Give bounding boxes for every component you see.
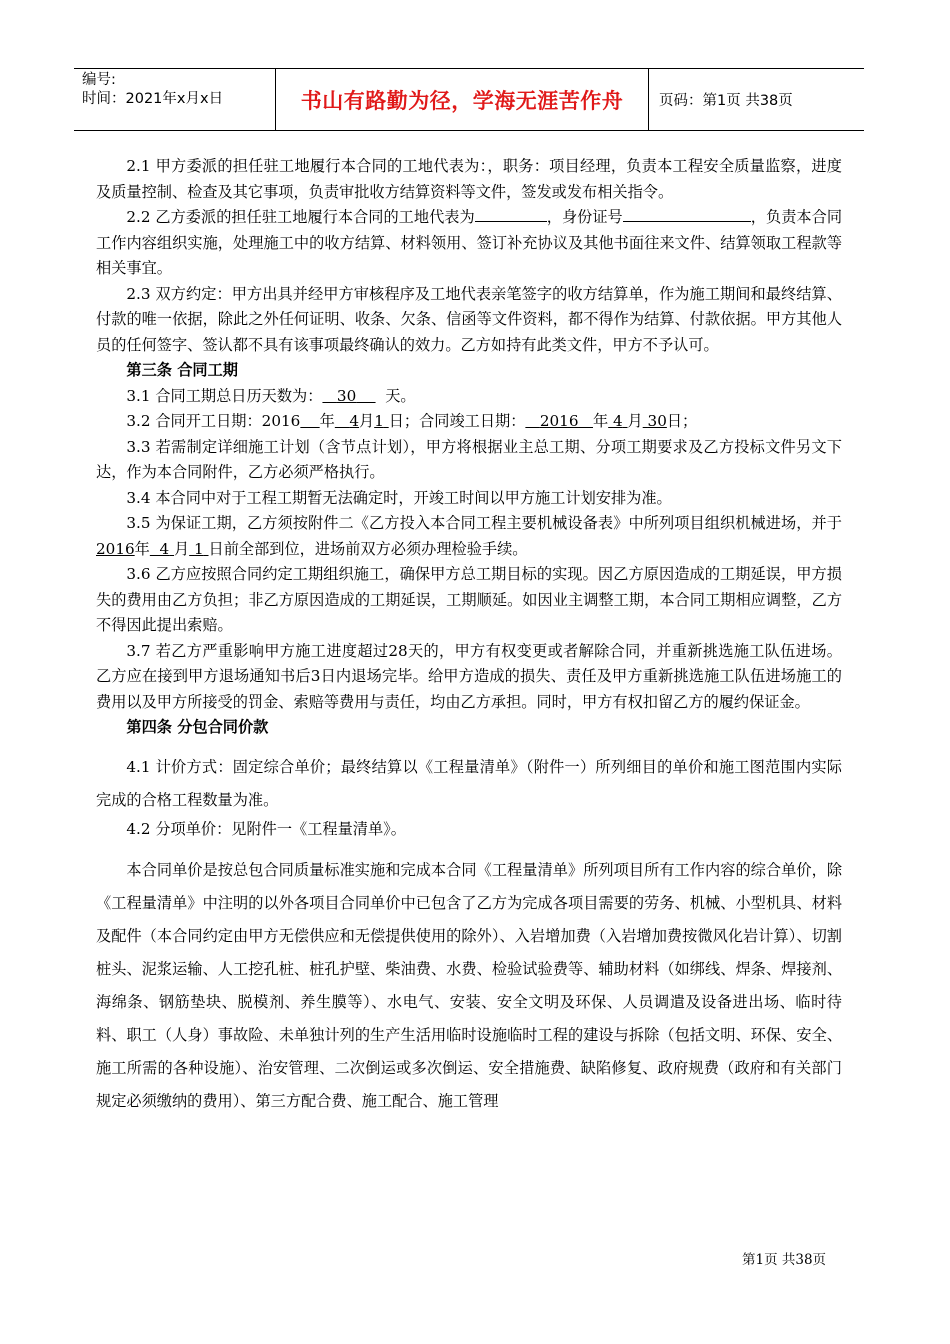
end-year-sep: 年 [593, 412, 609, 430]
clause-3-5-text-a: 3.5 为保证工期，乙方须按附件二《乙方投入本合同工程主要机械设备表》中所列项目组织机械进场，并于 [126, 514, 842, 532]
start-month-value: 4 [349, 412, 359, 430]
start-year-sep: 年 [319, 412, 335, 430]
clause-2-2-text-b: ，身份证号 [546, 208, 623, 226]
clause-2-2-text-a: 2.2 乙方委派的担任驻工地履行本合同的工地代表为 [126, 208, 475, 226]
header-page-number: 页码：第1页 共38页 [659, 93, 793, 109]
representative-name-blank [475, 207, 547, 222]
start-day-value: 1 [374, 412, 384, 430]
equipment-month [150, 540, 174, 558]
article-4-heading: 第四条 分包合同价款 [126, 718, 269, 736]
start-month [335, 412, 359, 430]
equipment-year-sep: 年 [134, 539, 150, 558]
end-month [608, 412, 627, 430]
equipment-day-value: 1 [194, 539, 204, 558]
clause-3-1-text-b: 天。 [385, 386, 416, 405]
clause-3-5-text-b: 日前全部到位，进场前双方必须办理检验手续。 [208, 539, 528, 558]
equipment-day [189, 540, 208, 558]
clause-3-2 [96, 409, 842, 435]
id-number-blank [623, 207, 751, 222]
clause-3-4: 3.4 本合同中对于工程工期暂无法确定时，开竣工时间以甲方施工计划安排为准。 [126, 488, 672, 507]
end-year-value: 2016 [539, 412, 579, 430]
spacer [96, 741, 842, 751]
clause-3-1 [96, 384, 842, 410]
page-footer-number: 第1页 共38页 [742, 1252, 827, 1268]
total-days: 30 [336, 386, 357, 405]
clause-3-3: 3.3 若需制定详细施工计划（含节点计划），甲方将根据业主总工期、分项工期要求及乙方投标文件另文下达，作为本合同附件，乙方必须严格执行。 [96, 437, 842, 481]
document-time-label: 时间：2021年x月x日 [82, 91, 224, 107]
article-3-heading: 第三条 合同工期 [126, 361, 238, 379]
equipment-year: 2016 [96, 539, 135, 558]
start-month-sep: 月 [359, 412, 375, 430]
page-header [74, 68, 864, 131]
total-days-value [322, 387, 375, 405]
end-day-sep: 日； [666, 412, 698, 430]
spacer [96, 842, 842, 854]
clause-4-1: 4.1 计价方式：固定综合单价；最终结算以《工程量清单》（附件一）所列细目的单价和施工图范围内实际完成的合格工程数量为准。 [96, 757, 842, 809]
clause-3-6: 3.6 乙方应按照合同约定工期组织施工，确保甲方总工期目标的实现。因乙方原因造成的工期延误，甲方损失的费用由乙方负担；非乙方原因造成的工期延误，工期顺延。如因业主调整工期，本合同工期相应调整，乙方不得因此提出索赔。 [96, 565, 842, 634]
clause-2-3: 2.3 双方约定：甲方出具并经甲方审核程序及工地代表亲笔签字的收方结算单，作为施工期间和最终结算、付款的唯一依据，除此之外任何证明、收条、欠条、信函等文件资料，都不得作为结算、付款依据。甲方其他人员的任何签字、签认都不具有该事项最终确认的效力。乙方如持有此类文件，甲方不予认可。 [96, 284, 842, 354]
end-day-value: 30 [647, 412, 667, 430]
start-year-underline [300, 412, 319, 430]
clause-4-2-detail: 本合同单价是按总包合同质量标准实施和完成本合同《工程量清单》所列项目所有工作内容的综合单价，除《工程量清单》中注明的以外各项目合同单价中已包含了乙方为完成各项目需要的劳务、机械、小型机具、材料及配件（本合同约定由甲方无偿供应和无偿提供使用的除外）、入岩增加费（入岩增加费按微风化岩计算）、切割桩头、泥浆运输、人工挖孔桩、桩孔护壁、柴油费、水费、检验试验费等、辅助材料（如绑线、焊条、焊接剂、海绵条、钢筋垫块、脱模剂、养生膜等）、水电气、安装、安全文明及环保、人员调遣及设备进出场、临时待料、职工（人身）事故险、未单独计列的生产生活用临时设施临时工程的建设与拆除（包括文明、环保、安全、施工所需的各种设施）、治安管理、二次倒运或多次倒运、安全措施费、缺陷修复、政府规费（政府和有关部门规定必须缴纳的费用）、第三方配合费、施工配合、施工管理 [96, 861, 842, 1110]
clause-2-1: 2.1 甲方委派的担任驻工地履行本合同的工地代表为：，职务：项目经理，负责本工程安全质量监察，进度及质量控制、检查及其它事项，负责审批收方结算资料等文件，签发或发布相关指令。 [96, 157, 842, 201]
equipment-month-value: 4 [159, 539, 170, 558]
document-body [96, 154, 842, 1118]
clause-2-2 [96, 205, 842, 282]
start-date-label: 3.2 合同开工日期：2016 [126, 412, 301, 430]
clause-2-2-text-c: ，负责本合同工作内容组织实施，处理施工中的收方结算、材料领用、签订补充协议及其他书面往来文件、结算领取工程款等相关事宜。 [96, 208, 843, 277]
header-motto: 书山有路勤为径，学海无涯苦作舟 [276, 69, 649, 130]
document-number-label: 编号: [82, 72, 116, 88]
equipment-month-sep: 月 [174, 539, 190, 558]
end-day [643, 412, 667, 430]
header-meta [74, 69, 276, 130]
clause-3-7: 3.7 若乙方严重影响甲方施工进度超过28天的，甲方有权变更或者解除合同，并重新挑选施工队伍进场。乙方应在接到甲方退场通知书后3日内退场完毕。给甲方造成的损失、责任及甲方重新挑选施工队伍进场施工的费用以及甲方所接受的罚金、索赔等费用与责任，均由乙方承担。同时，甲方有权扣留乙方的履约保证金。 [96, 641, 842, 711]
end-year [525, 412, 593, 430]
clause-4-2: 4.2 分项单价：见附件一《工程量清单》。 [126, 819, 406, 838]
clause-3-1-text-a: 3.1 合同工期总日历天数为： [126, 386, 323, 405]
end-month-sep: 月 [627, 412, 643, 430]
end-date-label: 日；合同竣工日期： [388, 412, 526, 430]
start-day [374, 412, 389, 430]
clause-3-5 [96, 511, 842, 562]
end-month-value: 4 [613, 412, 623, 430]
